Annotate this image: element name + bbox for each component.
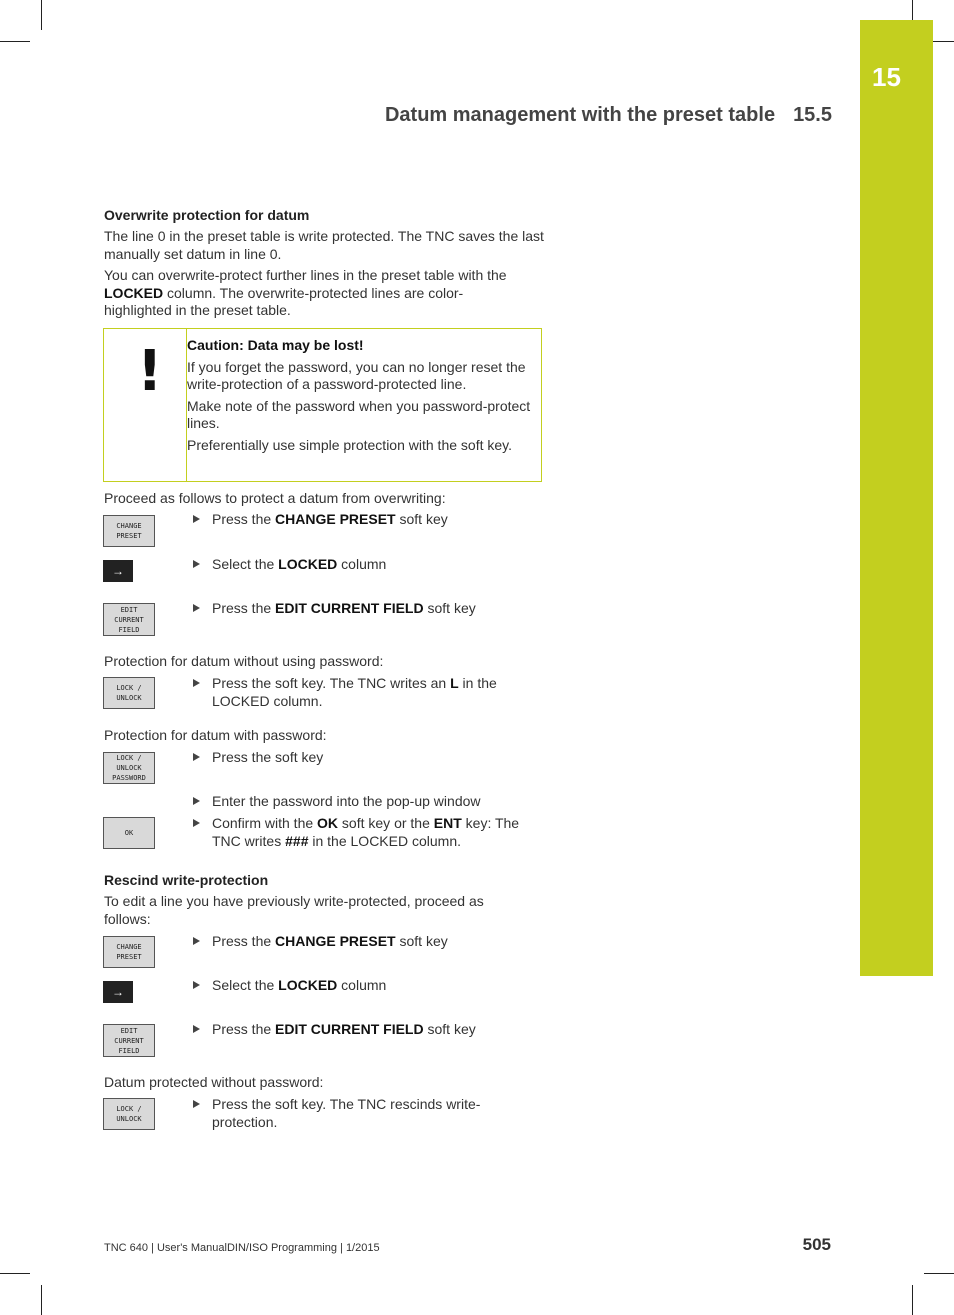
caution-text (187, 337, 532, 458)
step-change-preset: Press the CHANGE PRESET soft key (212, 511, 542, 529)
section-number: 15.5 (793, 104, 832, 126)
section-title: Datum management with the preset table (384, 104, 776, 126)
datum-without-password-intro: Datum protected without password: (104, 1074, 324, 1090)
page-number: 505 (802, 1235, 831, 1254)
step-edit-current-field: Press the EDIT CURRENT FIELD soft key (212, 600, 542, 618)
proceed-intro: Proceed as follows to protect a datum from overwriting: (104, 490, 446, 506)
step-enter-password: Enter the password into the pop-up window (212, 793, 542, 811)
crop-mark (41, 1285, 42, 1315)
caution-title: Caution: Data may be lost! (187, 337, 364, 353)
crop-mark (924, 1273, 954, 1274)
footer-text: TNC 640 | User's ManualDIN/ISO Programming | 1/2015 (104, 1242, 380, 1254)
crop-mark (0, 41, 30, 42)
lock-unlock-password-softkey[interactable]: LOCK / UNLOCK PASSWORD (103, 752, 155, 784)
crop-mark (912, 0, 913, 20)
overwrite-heading: Overwrite protection for datum (104, 207, 310, 223)
arrow-right-key[interactable]: → (103, 560, 133, 582)
step-select-locked: Select the LOCKED column (212, 556, 542, 574)
step-edit-current-field: Press the EDIT CURRENT FIELD soft key (212, 1021, 542, 1039)
page-header (385, 104, 832, 127)
without-password-intro: Protection for datum without using password: (104, 653, 384, 669)
overwrite-paragraph-1: The line 0 in the preset table is write protected. The TNC saves the last manually set datum in line 0. (104, 228, 544, 262)
ok-softkey[interactable]: OK (103, 817, 155, 849)
lock-unlock-softkey[interactable]: LOCK / UNLOCK (103, 1098, 155, 1130)
step-select-locked: Select the LOCKED column (212, 977, 542, 995)
change-preset-softkey[interactable]: CHANGE PRESET (103, 515, 155, 547)
step-confirm: Confirm with the OK soft key or the ENT key: The TNC writes ### in the LOCKED column. (212, 815, 542, 850)
lock-unlock-softkey[interactable]: LOCK / UNLOCK (103, 677, 155, 709)
change-preset-softkey[interactable]: CHANGE PRESET (103, 936, 155, 968)
overwrite-paragraph-2: You can overwrite-protect further lines in the preset table with the LOCKED column. The overwrite-protected lines are color-highlighted in the preset table. (104, 267, 507, 318)
step-change-preset: Press the CHANGE PRESET soft key (212, 933, 542, 951)
chapter-number: 15 (872, 62, 901, 92)
step-lock-unlock-password: Press the soft key (212, 749, 542, 767)
caution-line: Make note of the password when you password-protect lines. (187, 397, 531, 431)
crop-mark (912, 1285, 913, 1315)
crop-mark (0, 1273, 30, 1274)
step-lock-unlock: Press the soft key. The TNC writes an L in the LOCKED column. (212, 675, 542, 710)
caution-line: Preferentially use simple protection with the soft key. (187, 436, 513, 453)
crop-mark (41, 0, 42, 30)
caution-icon: ! (137, 339, 163, 404)
rescind-heading: Rescind write-protection (104, 872, 269, 888)
step-rescind: Press the soft key. The TNC rescinds write-protection. (212, 1096, 512, 1131)
edit-current-field-softkey[interactable]: EDIT CURRENT FIELD (103, 1024, 155, 1057)
edit-current-field-softkey[interactable]: EDIT CURRENT FIELD (103, 603, 155, 636)
with-password-intro: Protection for datum with password: (104, 727, 327, 743)
chapter-tab (860, 20, 933, 976)
arrow-right-key[interactable]: → (103, 981, 133, 1003)
rescind-intro: To edit a line you have previously write-protected, proceed as follows: (104, 893, 484, 927)
caution-box (103, 328, 542, 482)
caution-line: If you forget the password, you can no longer reset the write-protection of a password-protected line. (187, 358, 526, 392)
